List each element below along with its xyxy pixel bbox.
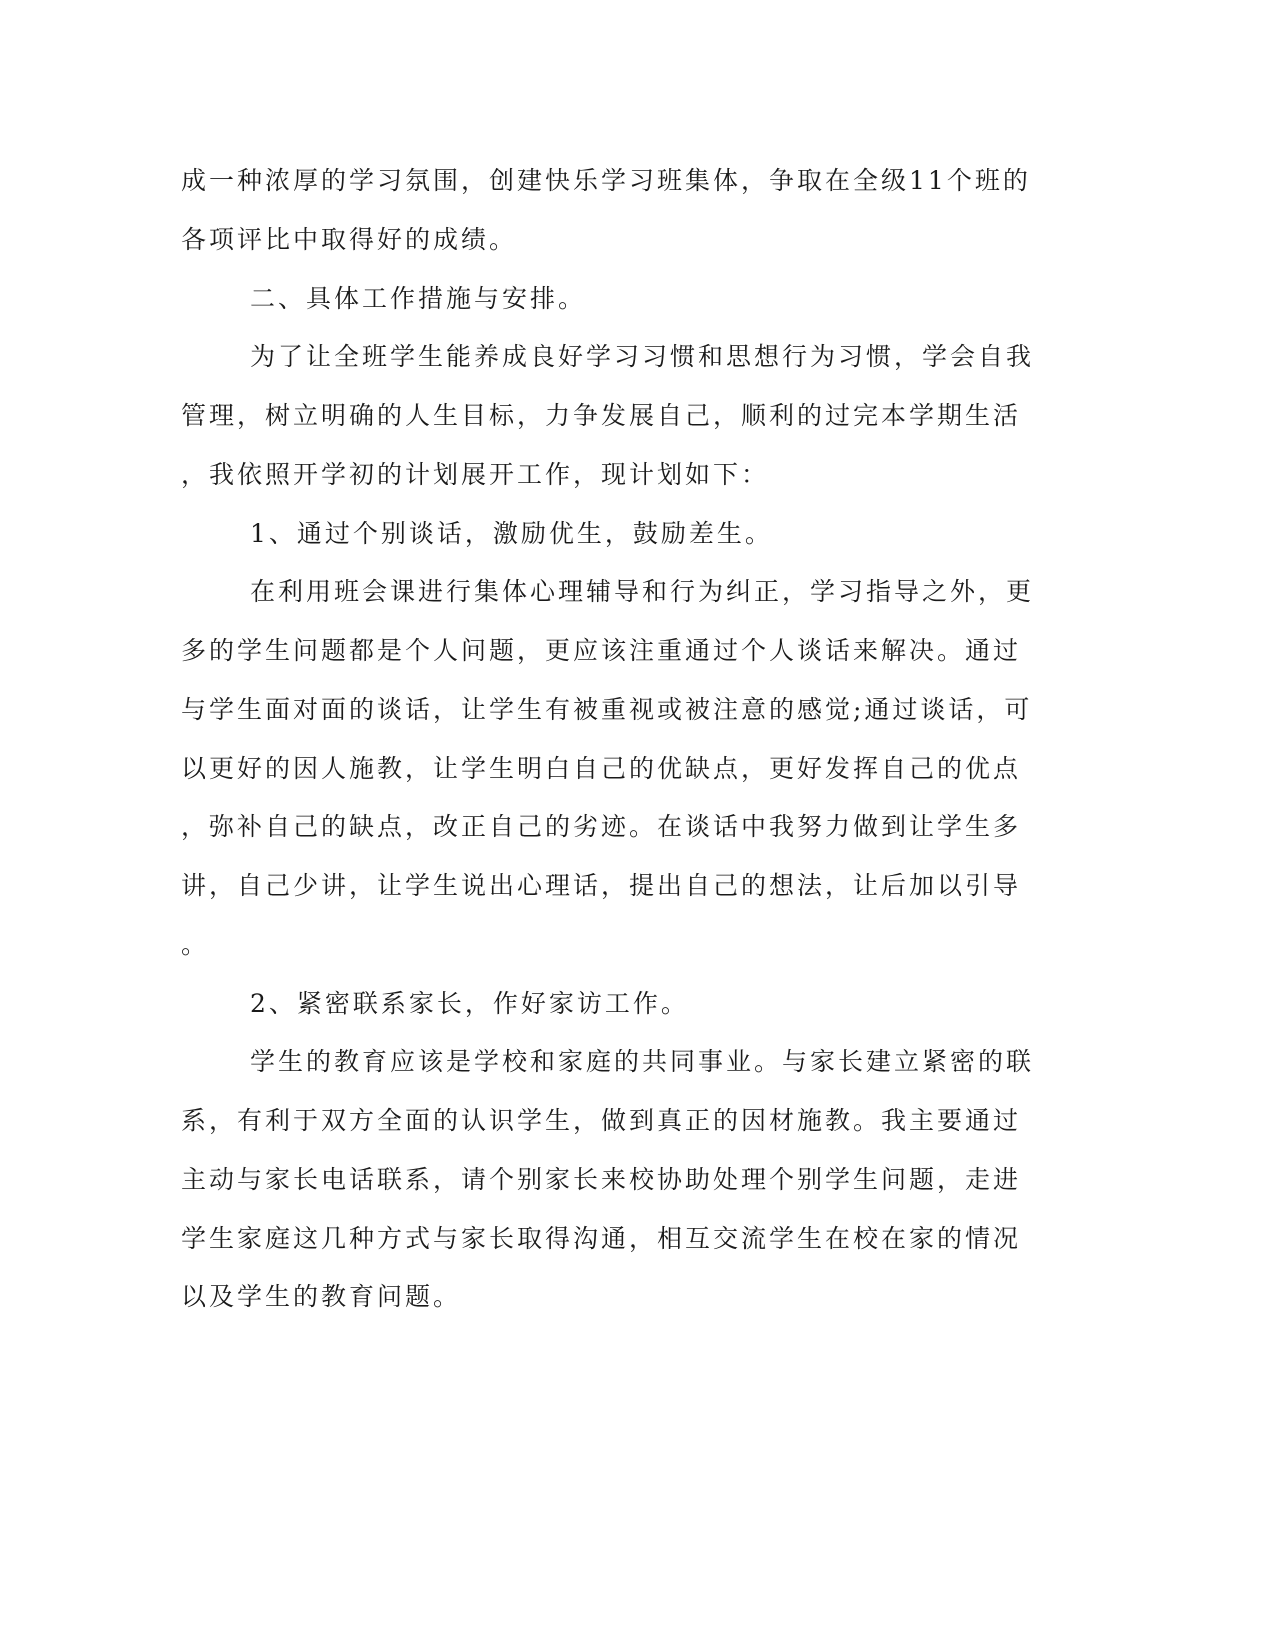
text-line: 系，有利于双方全面的认识学生，做到真正的因材施教。我主要通过 xyxy=(181,1106,1022,1135)
text-line: 在利用班会课进行集体心理辅导和行为纠正，学习指导之外，更 xyxy=(250,577,1035,606)
section-heading: 二、具体工作措施与安排。 xyxy=(250,284,587,313)
subsection-heading: 2、紧密联系家长，作好家访工作。 xyxy=(250,989,689,1018)
text-line: 管理，树立明确的人生目标，力争发展自己，顺利的过完本学期生活 xyxy=(181,401,1022,430)
text-line: ，我依照开学初的计划展开工作，现计划如下： xyxy=(181,460,770,489)
text-line: 讲，自己少讲，让学生说出心理话，提出自己的想法，让后加以引导 xyxy=(181,871,1022,900)
text-line: 。 xyxy=(181,930,210,959)
text-line: ，弥补自己的缺点，改正自己的劣迹。在谈话中我努力做到让学生多 xyxy=(181,812,1022,841)
text-line: 为了让全班学生能养成良好学习习惯和思想行为习惯，学会自我 xyxy=(250,342,1035,371)
text-line: 多的学生问题都是个人问题，更应该注重通过个人谈话来解决。通过 xyxy=(181,636,1022,665)
text-line: 学生的教育应该是学校和家庭的共同事业。与家长建立紧密的联 xyxy=(250,1047,1035,1076)
text-line: 主动与家长电话联系，请个别家长来校协助处理个别学生问题，走进 xyxy=(181,1165,1022,1194)
text-line: 以更好的因人施教，让学生明白自己的优缺点，更好发挥自己的优点 xyxy=(181,754,1022,783)
subsection-heading: 1、通过个别谈话，激励优生，鼓励差生。 xyxy=(250,519,773,548)
text-line: 学生家庭这几种方式与家长取得沟通，相互交流学生在校在家的情况 xyxy=(181,1224,1022,1253)
text-line: 与学生面对面的谈话，让学生有被重视或被注意的感觉;通过谈话，可 xyxy=(181,695,1033,724)
text-line: 成一种浓厚的学习氛围，创建快乐学习班集体，争取在全级11个班的 xyxy=(181,166,1031,195)
text-line: 各项评比中取得好的成绩。 xyxy=(181,225,518,254)
text-line: 以及学生的教育问题。 xyxy=(181,1282,462,1311)
